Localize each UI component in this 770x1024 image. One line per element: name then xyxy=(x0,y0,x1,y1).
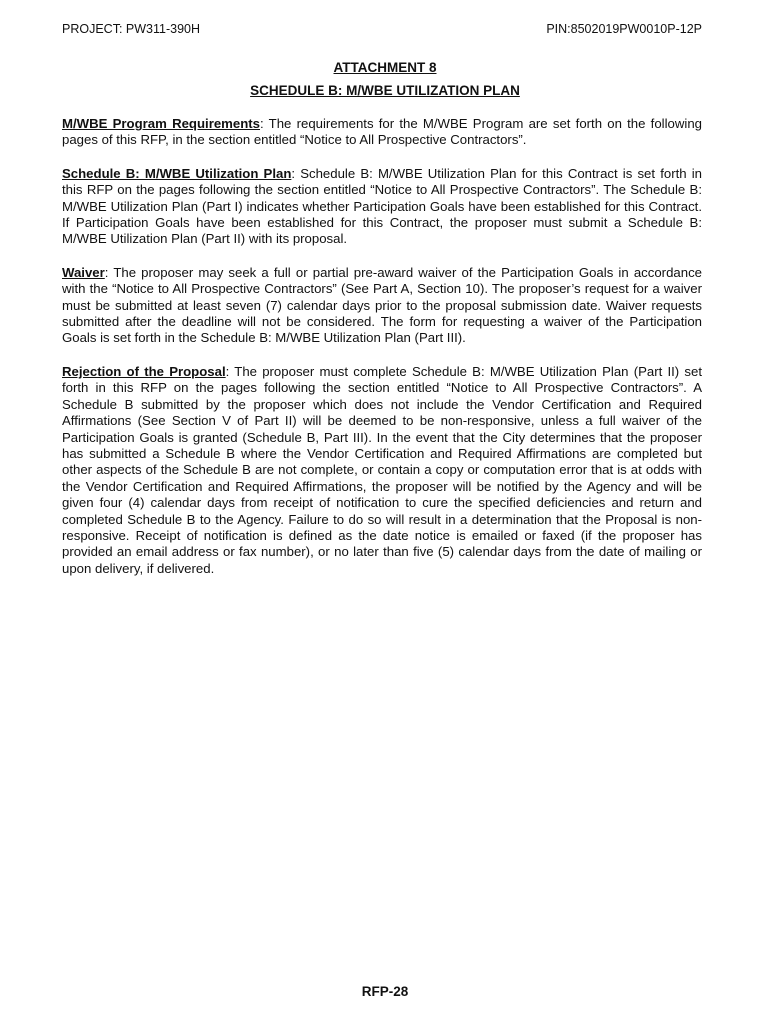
paragraph-separator: : xyxy=(104,264,114,280)
paragraph-rejection xyxy=(62,364,702,577)
schedule-title: SCHEDULE B: M/WBE UTILIZATION PLAN xyxy=(250,83,520,98)
document-body xyxy=(62,116,702,594)
paragraph-heading: M/WBE Program Requirements xyxy=(62,116,261,131)
paragraph-text: The proposer may seek a full or partial pre-award waiver of the Participation Goals in accordance with the “Notice to All Prospective Contractors” (See Part A, Section 10). The proposer’s request for a waiver must be submitted at least seven (7) calendar days prior to the proposal submission date. Waiver requests submitted after the deadline will not be considered. The form for requesting a waiver of the Participation Goals is set forth in the Schedule B: M/WBE Utilization Plan (Part III). xyxy=(62,264,702,346)
paragraph-heading: Schedule B: M/WBE Utilization Plan xyxy=(62,165,292,181)
paragraph-text: Schedule B: M/WBE Utilization Plan for this Contract is set forth in this RFP on the pages following the section entitled “Notice to All Prospective Contractors”. The Schedule B: M/WBE Utilization Plan (Part I) indicates whether Participation Goals have been established for this Contract. If Participation Goals have been established for this Contract, the proposer must submit a Schedule B: M/WBE Utilization Plan (Part II) with its proposal. xyxy=(62,165,702,247)
paragraph-heading: Rejection of the Proposal xyxy=(62,363,226,379)
paragraph-separator: : xyxy=(291,165,301,181)
paragraph-text: The requirements for the M/WBE Program are set forth on the following pages of this RFP, in the section entitled “Notice to All Prospective Contractors”. xyxy=(62,116,702,148)
paragraph-separator: : xyxy=(260,116,269,131)
paragraph-text: The proposer must complete Schedule B: M/WBE Utilization Plan (Part II) set forth in this RFP on the pages following the section entitled “Notice to All Prospective Contractors”. A Schedule B submitted by the proposer which does not include the Vendor Certification and Required Affirmations (See Section V of Part II) will be deemed to be non-responsive, unless a full waiver of the Participation Goals is granted (Schedule B, Part III). In the event that the City determines that the proposer has submitted a Schedule B where the Vendor Certification and Required Affirmations are completed but other aspects of the Schedule B are not complete, or contain a copy or computation error that is at odds with the Vendor Certification and Required Affirmations, the proposer will be notified by the Agency and will be given four (4) calendar days from receipt of notification to cure the specified deficiencies and return and completed Schedule B to the Agency. Failure to do so will result in a determination that the Proposal is non-responsive. Receipt of notification is defined as the date notice is emailed or faxed (if the proposer has provided an email address or fax number), or no later than five (5) calendar days from the date of mailing or upon delivery, if delivered. xyxy=(62,363,702,576)
paragraph-heading: Waiver xyxy=(62,264,105,280)
project-header: PROJECT: PW311-390H xyxy=(62,22,201,36)
paragraph-separator: : xyxy=(225,363,235,379)
paragraph-program-requirements xyxy=(62,116,702,149)
page-number: RFP-28 xyxy=(361,984,409,999)
pin-header: PIN:8502019PW0010P-12P xyxy=(546,22,702,36)
attachment-title: ATTACHMENT 8 xyxy=(333,60,437,75)
paragraph-utilization-plan xyxy=(62,166,702,248)
paragraph-waiver xyxy=(62,265,702,347)
